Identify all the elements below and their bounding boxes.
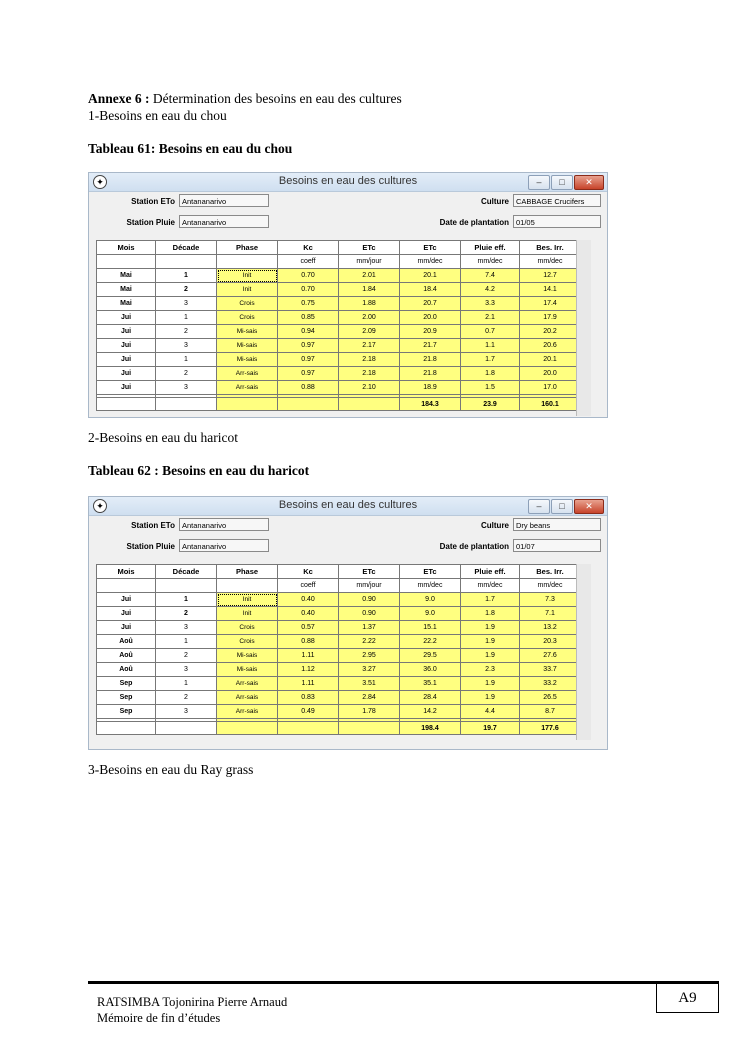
unit-cell: mm/dec xyxy=(520,255,581,269)
unit-cell: mm/dec xyxy=(400,255,461,269)
station-eto-field[interactable]: Antananarivo xyxy=(179,194,269,207)
table-cell: 2.1 xyxy=(461,311,520,325)
table-cell: Crois xyxy=(217,311,278,325)
annexe-label: Annexe 6 : xyxy=(88,91,150,106)
section-1-heading: 1-Besoins en eau du chou xyxy=(88,108,227,123)
station-pluie-field[interactable]: Antananarivo xyxy=(179,215,269,228)
table-cell: 21.8 xyxy=(400,367,461,381)
table-cell: Aoû xyxy=(97,663,156,677)
culture-field[interactable]: Dry beans xyxy=(513,518,601,531)
table-cell: 1 xyxy=(156,269,217,283)
page-number: A9 xyxy=(656,983,719,1013)
table-cell: 1 xyxy=(156,311,217,325)
table-cell: 7.3 xyxy=(520,593,581,607)
total-cell: 198.4 xyxy=(400,722,461,735)
total-empty-cell xyxy=(97,722,156,735)
table-cell: Jui xyxy=(97,353,156,367)
table-cell: 7.4 xyxy=(461,269,520,283)
table-cell: 1.78 xyxy=(339,705,400,719)
table-cell: 1.9 xyxy=(461,677,520,691)
table-cell: 3.51 xyxy=(339,677,400,691)
water-needs-table xyxy=(96,564,581,735)
table-cell: 1.5 xyxy=(461,381,520,395)
table-cell: 20.3 xyxy=(520,635,581,649)
table-cell: 20.2 xyxy=(520,325,581,339)
table-cell: 3 xyxy=(156,297,217,311)
column-header: Kc xyxy=(278,565,339,579)
window-titlebar xyxy=(89,497,607,516)
table-cell: 9.0 xyxy=(400,607,461,621)
table-cell: 2.95 xyxy=(339,649,400,663)
station-pluie-field[interactable]: Antananarivo xyxy=(179,539,269,552)
total-empty-cell xyxy=(278,398,339,411)
table-cell: 33.2 xyxy=(520,677,581,691)
table-cell: 2.09 xyxy=(339,325,400,339)
table-cell: Init xyxy=(217,593,278,607)
table-cell: Mai xyxy=(97,283,156,297)
table-cell: 20.7 xyxy=(400,297,461,311)
table-row[interactable] xyxy=(97,367,581,381)
table-cell: 13.2 xyxy=(520,621,581,635)
table-cell: 20.0 xyxy=(520,367,581,381)
crop-water-window-cabbage xyxy=(88,172,608,418)
close-icon[interactable]: ✕ xyxy=(574,499,604,514)
table-cell: Aoû xyxy=(97,635,156,649)
table-row[interactable] xyxy=(97,269,581,283)
table-cell: 18.9 xyxy=(400,381,461,395)
table-cell: 29.5 xyxy=(400,649,461,663)
table-row[interactable] xyxy=(97,381,581,395)
total-cell: 23.9 xyxy=(461,398,520,411)
column-header: Kc xyxy=(278,241,339,255)
crop-water-window-beans xyxy=(88,496,608,750)
app-icon: ✦ xyxy=(93,175,107,189)
table-cell: 20.0 xyxy=(400,311,461,325)
table-cell: Mi-sais xyxy=(217,353,278,367)
window-title: Besoins en eau des cultures xyxy=(278,175,418,187)
unit-cell: mm/jour xyxy=(339,579,400,593)
unit-cell: mm/dec xyxy=(461,255,520,269)
culture-field[interactable]: CABBAGE Crucifers xyxy=(513,194,601,207)
table-cell: 1.12 xyxy=(278,663,339,677)
table-cell: 1.11 xyxy=(278,649,339,663)
header-row xyxy=(97,241,581,255)
table-cell: 0.90 xyxy=(339,593,400,607)
table-cell: Sep xyxy=(97,705,156,719)
table-cell: 7.1 xyxy=(520,607,581,621)
table-cell: 2 xyxy=(156,691,217,705)
column-header: Phase xyxy=(217,565,278,579)
app-icon: ✦ xyxy=(93,499,107,513)
section-2-heading: 2-Besoins en eau du haricot xyxy=(88,430,238,445)
header-row xyxy=(97,565,581,579)
table-cell: Init xyxy=(217,269,278,283)
table-cell: Sep xyxy=(97,677,156,691)
column-header: Bes. Irr. xyxy=(520,241,581,255)
date-plantation-label: Date de plantation xyxy=(439,218,509,227)
column-header: Mois xyxy=(97,565,156,579)
unit-cell: mm/dec xyxy=(400,579,461,593)
table-cell: 1.9 xyxy=(461,691,520,705)
table-cell: 1.9 xyxy=(461,621,520,635)
culture-label: Culture xyxy=(481,521,509,530)
table-cell: 0.90 xyxy=(339,607,400,621)
table-cell: 0.97 xyxy=(278,353,339,367)
table-cell: Arr-sais xyxy=(217,691,278,705)
table-cell: 21.8 xyxy=(400,353,461,367)
totals-row xyxy=(97,398,581,411)
table-61-caption: Tableau 61: Besoins en eau du chou xyxy=(88,141,293,156)
table-row[interactable] xyxy=(97,635,581,649)
minimize-icon[interactable]: – xyxy=(528,499,550,514)
date-plantation-field[interactable]: 01/07 xyxy=(513,539,601,552)
table-cell: Mi-sais xyxy=(217,339,278,353)
maximize-icon[interactable]: □ xyxy=(551,499,573,514)
unit-cell xyxy=(217,579,278,593)
table-cell: 1.8 xyxy=(461,607,520,621)
table-cell: Crois xyxy=(217,621,278,635)
table-cell: 8.7 xyxy=(520,705,581,719)
table-cell: Mai xyxy=(97,269,156,283)
table-cell: 1 xyxy=(156,353,217,367)
table-cell: Sep xyxy=(97,691,156,705)
table-cell: 0.85 xyxy=(278,311,339,325)
table-cell: 1.88 xyxy=(339,297,400,311)
table-cell: 2.17 xyxy=(339,339,400,353)
total-empty-cell xyxy=(217,398,278,411)
unit-cell: mm/dec xyxy=(520,579,581,593)
table-cell: 1.9 xyxy=(461,649,520,663)
table-cell: 2.3 xyxy=(461,663,520,677)
table-row[interactable] xyxy=(97,663,581,677)
table-cell: Jui xyxy=(97,325,156,339)
table-row[interactable] xyxy=(97,325,581,339)
table-cell: 2 xyxy=(156,367,217,381)
table-cell: Mi-sais xyxy=(217,649,278,663)
table-cell: 35.1 xyxy=(400,677,461,691)
table-cell: 2.22 xyxy=(339,635,400,649)
table-cell: 20.1 xyxy=(400,269,461,283)
table-cell: 4.4 xyxy=(461,705,520,719)
vertical-scrollbar[interactable] xyxy=(576,240,591,416)
total-cell: 177.6 xyxy=(520,722,581,735)
table-cell: 3 xyxy=(156,621,217,635)
table-cell: 3.27 xyxy=(339,663,400,677)
total-empty-cell xyxy=(278,722,339,735)
table-cell: Jui xyxy=(97,607,156,621)
date-plantation-field[interactable]: 01/05 xyxy=(513,215,601,228)
table-cell: 17.9 xyxy=(520,311,581,325)
table-cell: 9.0 xyxy=(400,593,461,607)
units-row xyxy=(97,579,581,593)
table-row[interactable] xyxy=(97,283,581,297)
table-cell: 15.1 xyxy=(400,621,461,635)
table-cell: 0.70 xyxy=(278,269,339,283)
table-cell: 2 xyxy=(156,607,217,621)
table-cell: 28.4 xyxy=(400,691,461,705)
total-empty-cell xyxy=(217,722,278,735)
table-cell: 0.88 xyxy=(278,635,339,649)
section-3-heading: 3-Besoins en eau du Ray grass xyxy=(88,762,254,777)
table-cell: 3 xyxy=(156,663,217,677)
table-row[interactable] xyxy=(97,705,581,719)
table-cell: Crois xyxy=(217,297,278,311)
station-pluie-label: Station Pluie xyxy=(126,542,175,551)
table-cell: 1 xyxy=(156,593,217,607)
maximize-icon[interactable]: □ xyxy=(551,175,573,190)
table-cell: 1.9 xyxy=(461,635,520,649)
vertical-scrollbar[interactable] xyxy=(576,564,591,740)
total-empty-cell xyxy=(339,398,400,411)
table-row[interactable] xyxy=(97,607,581,621)
table-cell: 33.7 xyxy=(520,663,581,677)
table-cell: 20.9 xyxy=(400,325,461,339)
table-cell: 2.18 xyxy=(339,367,400,381)
table-cell: 3.3 xyxy=(461,297,520,311)
unit-cell: coeff xyxy=(278,579,339,593)
table-cell: 0.70 xyxy=(278,283,339,297)
table-cell: Arr-sais xyxy=(217,705,278,719)
table-cell: 26.5 xyxy=(520,691,581,705)
date-plantation-label: Date de plantation xyxy=(439,542,509,551)
table-cell: 2.10 xyxy=(339,381,400,395)
unit-cell xyxy=(217,255,278,269)
table-cell: 1.1 xyxy=(461,339,520,353)
table-cell: Arr-sais xyxy=(217,367,278,381)
table-row[interactable] xyxy=(97,311,581,325)
table-cell: 3 xyxy=(156,339,217,353)
table-cell: 1 xyxy=(156,635,217,649)
table-cell: 1.11 xyxy=(278,677,339,691)
annexe-title: Détermination des besoins en eau des cultures xyxy=(152,91,402,106)
table-row[interactable] xyxy=(97,621,581,635)
table-row[interactable] xyxy=(97,339,581,353)
column-header: Décade xyxy=(156,565,217,579)
window-titlebar xyxy=(89,173,607,192)
table-cell: 22.2 xyxy=(400,635,461,649)
window-title: Besoins en eau des cultures xyxy=(278,499,418,511)
station-pluie-label: Station Pluie xyxy=(126,218,175,227)
total-cell: 19.7 xyxy=(461,722,520,735)
table-cell: 17.0 xyxy=(520,381,581,395)
table-cell: 2 xyxy=(156,325,217,339)
table-cell: 3 xyxy=(156,705,217,719)
close-icon[interactable]: ✕ xyxy=(574,175,604,190)
table-62-caption: Tableau 62 : Besoins en eau du haricot xyxy=(88,463,310,478)
table-cell: 36.0 xyxy=(400,663,461,677)
column-header: ETc xyxy=(400,565,461,579)
table-cell: 0.83 xyxy=(278,691,339,705)
unit-cell: mm/jour xyxy=(339,255,400,269)
column-header: Décade xyxy=(156,241,217,255)
unit-cell xyxy=(156,579,217,593)
table-cell: 18.4 xyxy=(400,283,461,297)
table-cell: Mai xyxy=(97,297,156,311)
table-cell: 0.7 xyxy=(461,325,520,339)
table-cell: 27.6 xyxy=(520,649,581,663)
table-cell: 0.94 xyxy=(278,325,339,339)
unit-cell: mm/dec xyxy=(461,579,520,593)
total-cell: 184.3 xyxy=(400,398,461,411)
table-cell: 14.2 xyxy=(400,705,461,719)
table-cell: 12.7 xyxy=(520,269,581,283)
table-cell: 0.40 xyxy=(278,607,339,621)
table-row[interactable] xyxy=(97,649,581,663)
column-header: Phase xyxy=(217,241,278,255)
table-row[interactable] xyxy=(97,691,581,705)
table-cell: 3 xyxy=(156,381,217,395)
table-cell: Mi-sais xyxy=(217,663,278,677)
station-eto-field[interactable]: Antananarivo xyxy=(179,518,269,531)
table-cell: 17.4 xyxy=(520,297,581,311)
station-eto-label: Station ETo xyxy=(131,521,175,530)
table-cell: 2.84 xyxy=(339,691,400,705)
minimize-icon[interactable]: – xyxy=(528,175,550,190)
unit-cell: coeff xyxy=(278,255,339,269)
table-cell: Crois xyxy=(217,635,278,649)
table-cell: Jui xyxy=(97,311,156,325)
culture-label: Culture xyxy=(481,197,509,206)
table-row[interactable] xyxy=(97,297,581,311)
total-cell: 160.1 xyxy=(520,398,581,411)
table-row[interactable] xyxy=(97,593,581,607)
table-cell: 0.49 xyxy=(278,705,339,719)
column-header: Pluie eff. xyxy=(461,241,520,255)
table-cell: 0.97 xyxy=(278,367,339,381)
table-cell: Init xyxy=(217,607,278,621)
table-cell: Jui xyxy=(97,621,156,635)
table-cell: 0.40 xyxy=(278,593,339,607)
total-empty-cell xyxy=(156,722,217,735)
footer-rule xyxy=(88,981,719,984)
table-cell: 20.6 xyxy=(520,339,581,353)
table-cell: Jui xyxy=(97,367,156,381)
table-cell: 21.7 xyxy=(400,339,461,353)
table-cell: 1 xyxy=(156,677,217,691)
total-empty-cell xyxy=(156,398,217,411)
table-cell: 4.2 xyxy=(461,283,520,297)
station-eto-label: Station ETo xyxy=(131,197,175,206)
total-empty-cell xyxy=(97,398,156,411)
table-cell: Arr-sais xyxy=(217,677,278,691)
column-header: Pluie eff. xyxy=(461,565,520,579)
total-empty-cell xyxy=(339,722,400,735)
table-cell: 20.1 xyxy=(520,353,581,367)
unit-cell xyxy=(97,579,156,593)
table-cell: Arr-sais xyxy=(217,381,278,395)
table-cell: 1.7 xyxy=(461,353,520,367)
table-cell: 2 xyxy=(156,649,217,663)
table-cell: 2 xyxy=(156,283,217,297)
footer-author: RATSIMBA Tojonirina Pierre Arnaud xyxy=(97,995,288,1009)
column-header: ETc xyxy=(339,241,400,255)
unit-cell xyxy=(156,255,217,269)
table-cell: 2.01 xyxy=(339,269,400,283)
table-cell: 0.97 xyxy=(278,339,339,353)
table-cell: 1.8 xyxy=(461,367,520,381)
unit-cell xyxy=(97,255,156,269)
table-cell: 0.57 xyxy=(278,621,339,635)
units-row xyxy=(97,255,581,269)
table-cell: Mi-sais xyxy=(217,325,278,339)
footer-subtitle: Mémoire de fin d’études xyxy=(97,1011,221,1025)
table-cell: 2.18 xyxy=(339,353,400,367)
totals-row xyxy=(97,722,581,735)
table-cell: 0.75 xyxy=(278,297,339,311)
table-cell: Aoû xyxy=(97,649,156,663)
table-cell: 1.37 xyxy=(339,621,400,635)
table-cell: Init xyxy=(217,283,278,297)
table-cell: Jui xyxy=(97,339,156,353)
column-header: Mois xyxy=(97,241,156,255)
table-cell: 2.00 xyxy=(339,311,400,325)
column-header: Bes. Irr. xyxy=(520,565,581,579)
water-needs-table xyxy=(96,240,581,411)
table-cell: 1.84 xyxy=(339,283,400,297)
annexe-heading xyxy=(88,91,402,107)
column-header: ETc xyxy=(339,565,400,579)
column-header: ETc xyxy=(400,241,461,255)
table-cell: 1.7 xyxy=(461,593,520,607)
table-cell: Jui xyxy=(97,593,156,607)
table-cell: 14.1 xyxy=(520,283,581,297)
table-row[interactable] xyxy=(97,677,581,691)
table-row[interactable] xyxy=(97,353,581,367)
table-cell: Jui xyxy=(97,381,156,395)
table-cell: 0.88 xyxy=(278,381,339,395)
